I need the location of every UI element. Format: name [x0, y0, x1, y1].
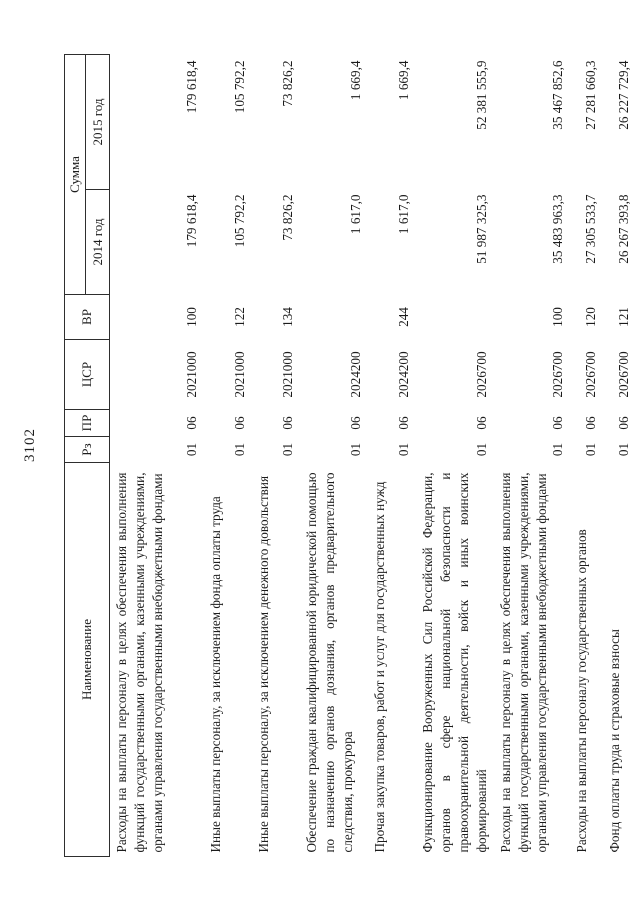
row-vr-cell: 100	[550, 307, 565, 327]
row-rz-cell: 01	[396, 442, 411, 457]
header-csr: ЦСР	[65, 340, 110, 410]
row-vr-cell: 120	[583, 307, 598, 327]
row-rz-cell: 01	[280, 442, 295, 457]
table-row	[603, 55, 636, 857]
row-name-cell: Фонд оплаты труда и страховые взносы	[607, 629, 622, 853]
row-vr-cell: 100	[184, 307, 199, 327]
row-csr-cell: 2026700	[583, 351, 598, 398]
row-name-cell: Обеспечение граждан квалифицированной юридической помощью по назначению органов дознания, органов предварительного следствия, прокурора	[304, 472, 355, 853]
row-vr-cell: 134	[280, 307, 295, 327]
table-row	[368, 55, 416, 857]
header-year-2015: 2015 год	[86, 55, 110, 190]
row-pr-cell: 06	[474, 416, 489, 430]
row-csr-cell: 2021000	[280, 351, 295, 398]
row-sum-2014-cell: 51 987 325,3	[474, 194, 489, 264]
row-csr-cell: 2021000	[184, 351, 199, 398]
row-pr-cell: 06	[184, 416, 199, 430]
row-pr-cell: 06	[616, 416, 631, 430]
row-vr-cell: 122	[232, 307, 247, 327]
row-sum-2014-cell: 26 267 393,8	[616, 194, 631, 264]
row-vr-cell: 244	[396, 307, 411, 327]
row-rz-cell: 01	[583, 442, 598, 457]
table-body	[110, 55, 637, 857]
row-csr-cell: 2024200	[396, 351, 411, 398]
table-row	[252, 55, 300, 857]
row-csr-cell: 2026700	[550, 351, 565, 398]
row-sum-2015-cell: 73 826,2	[280, 60, 295, 107]
budget-table	[64, 54, 636, 857]
page-number: 3102	[22, 428, 38, 462]
row-sum-2015-cell: 179 618,4	[184, 60, 199, 114]
row-name-cell: Расходы на выплаты персоналу государственных органов	[574, 529, 589, 853]
header-vr: ВР	[65, 295, 110, 340]
row-name-cell: Функционирование Вооруженных Сил Российской Федерации, органов в сфере национальной безопасности и правоохранительной деятельности, войск и иных воинских формирований	[420, 472, 489, 853]
row-sum-2014-cell: 73 826,2	[280, 194, 295, 241]
row-pr-cell: 06	[280, 416, 295, 430]
row-sum-2014-cell: 179 618,4	[184, 194, 199, 248]
row-sum-2015-cell: 1 669,4	[396, 60, 411, 101]
row-sum-2014-cell: 1 617,0	[348, 194, 363, 235]
row-csr-cell: 2021000	[232, 351, 247, 398]
table-row	[570, 55, 603, 857]
table-row	[110, 55, 205, 857]
row-rz-cell: 01	[616, 442, 631, 457]
header-name: Наименование	[65, 463, 110, 857]
row-csr-cell: 2024200	[348, 351, 363, 398]
row-sum-2015-cell: 52 381 555,9	[474, 60, 489, 130]
row-sum-2014-cell: 1 617,0	[396, 194, 411, 235]
row-name-cell: Прочая закупка товаров, работ и услуг для государственных нужд	[372, 481, 387, 853]
row-rz-cell: 01	[232, 442, 247, 457]
row-sum-2015-cell: 1 669,4	[348, 60, 363, 101]
row-vr-cell	[416, 295, 494, 340]
table-row	[204, 55, 252, 857]
row-rz-cell: 01	[550, 442, 565, 457]
row-sum-2014-cell: 105 792,2	[232, 194, 247, 248]
table-row	[416, 55, 494, 857]
row-pr-cell: 06	[348, 416, 363, 430]
table-row	[494, 55, 570, 857]
row-vr-cell: 121	[616, 307, 631, 327]
row-sum-2015-cell: 105 792,2	[232, 60, 247, 114]
row-sum-2014-cell: 27 305 533,7	[583, 194, 598, 264]
row-name-cell: Иные выплаты персоналу, за исключением фонда оплаты труда	[208, 496, 223, 853]
row-sum-2015-cell: 26 227 729,4	[616, 60, 631, 130]
row-sum-2015-cell: 27 281 660,3	[583, 60, 598, 130]
row-rz-cell: 01	[474, 442, 489, 457]
row-name-cell: Иные выплаты персоналу, за исключением денежного довольствия	[256, 475, 271, 853]
header-rz: Рз	[65, 437, 110, 463]
row-pr-cell: 06	[232, 416, 247, 430]
row-vr-cell	[300, 295, 368, 340]
row-csr-cell: 2026700	[616, 351, 631, 398]
row-rz-cell: 01	[184, 442, 199, 457]
row-pr-cell: 06	[583, 416, 598, 430]
row-csr-cell: 2026700	[474, 351, 489, 398]
header-summa: Сумма	[65, 55, 86, 295]
header-pr: ПР	[65, 410, 110, 437]
header-year-2014: 2014 год	[86, 190, 110, 295]
row-sum-2015-cell: 35 467 852,6	[550, 60, 565, 130]
table-header	[65, 55, 110, 857]
row-name-cell: Расходы на выплаты персоналу в целях обеспечения выполнения функций государственными органами, казенными учреждениями, органами управления государственными внебюджетными фондами	[498, 472, 549, 853]
row-rz-cell: 01	[348, 442, 363, 457]
row-sum-2014-cell: 35 483 963,3	[550, 194, 565, 264]
row-pr-cell: 06	[550, 416, 565, 430]
row-pr-cell: 06	[396, 416, 411, 430]
row-name-cell: Расходы на выплаты персоналу в целях обеспечения выполнения функций государственными органами, казенными учреждениями, органами управления государственными внебюджетными фондами	[114, 472, 165, 853]
table-row	[300, 55, 368, 857]
